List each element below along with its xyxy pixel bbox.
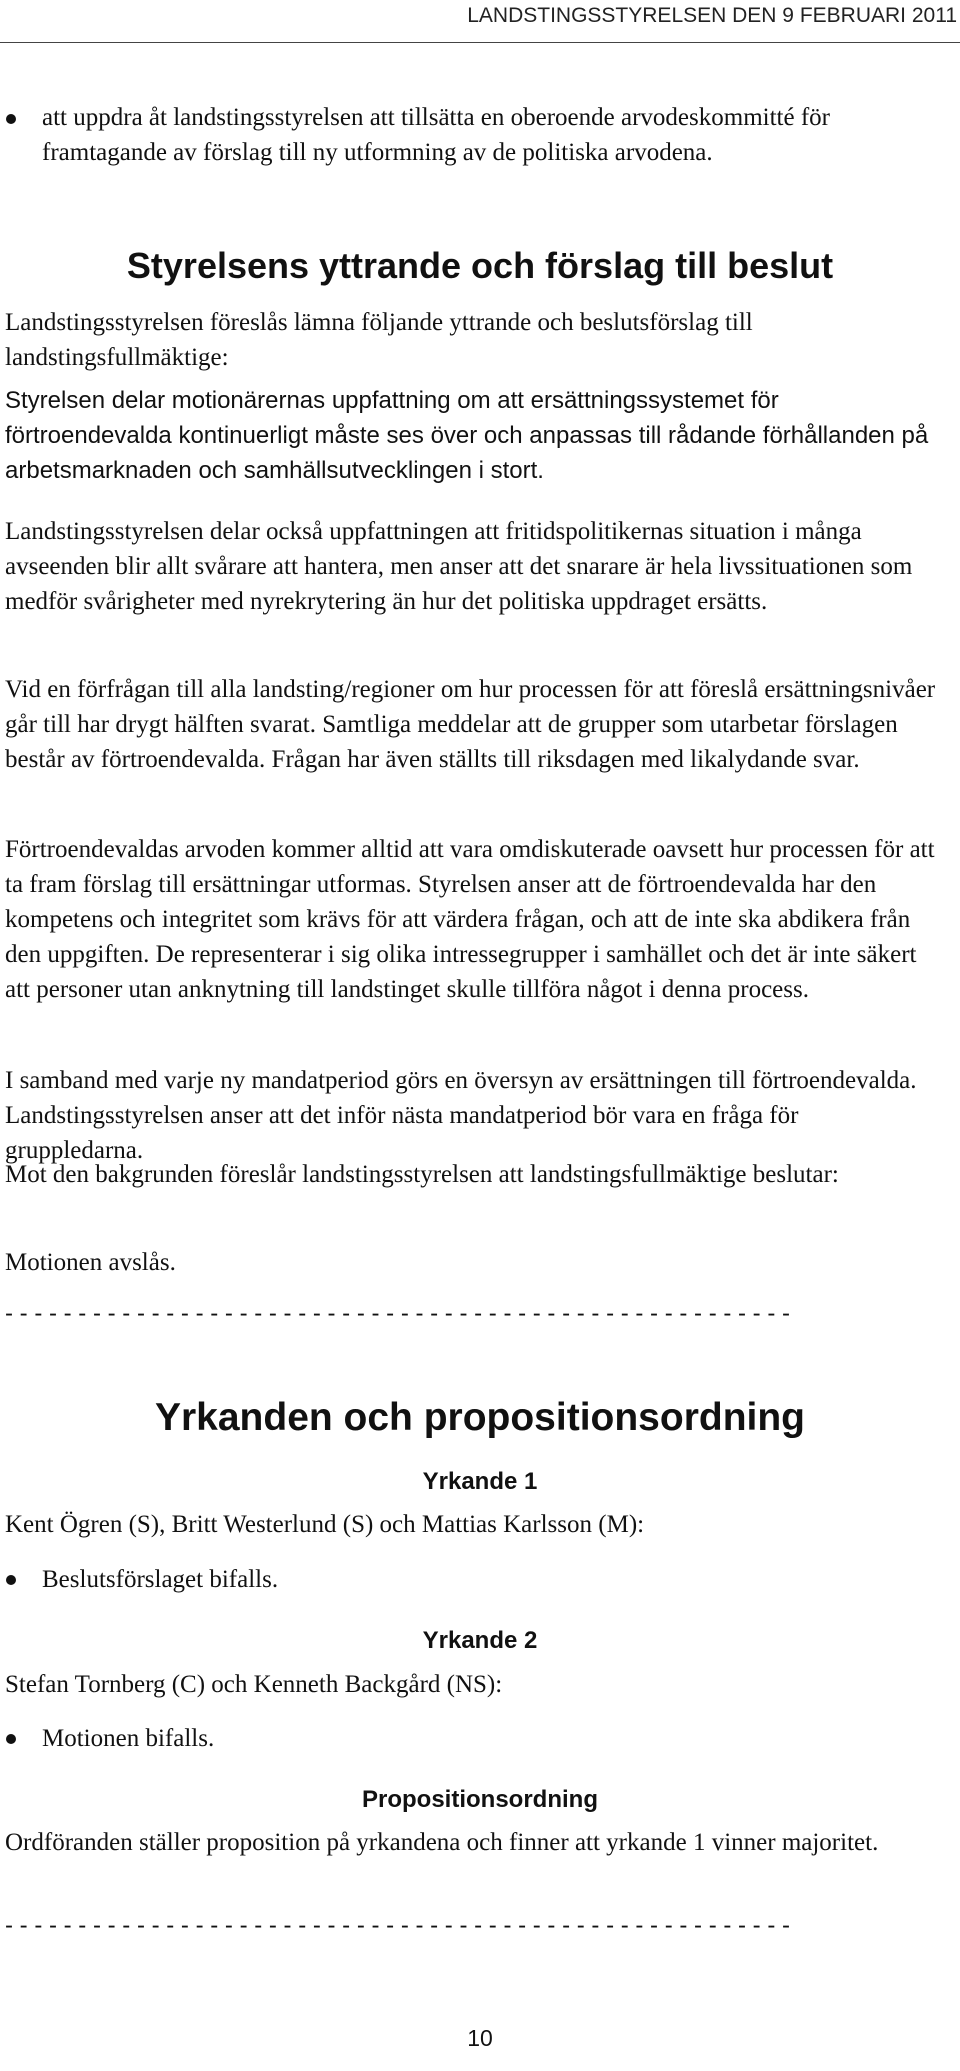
section-heading-motions: Yrkanden och propositionsordning bbox=[154, 1396, 805, 1439]
yrkande-1-names: Kent Ögren (S), Britt Westerlund (S) och Mattias Karlsson (M): bbox=[5, 1511, 645, 1538]
yrkande-2-names: Stefan Tornberg (C) och Kenneth Backgård (NS): bbox=[5, 1671, 503, 1698]
paragraph-6: Motionen avslås. bbox=[5, 1249, 176, 1276]
paragraph-4: I samband med varje ny mandatperiod görs en översyn av ersättningen till förtroendevalda. Landstingsstyrelsen anser att det inför nästa mandatperiod bör vara en fråga för gruppledarna. bbox=[5, 1067, 917, 1164]
paragraph-5: Mot den bakgrunden föreslår landstingsstyrelsen att landstingsfullmäktige beslutar: bbox=[5, 1161, 839, 1188]
proposition-heading: Propositionsordning bbox=[362, 1786, 598, 1813]
dashed-separator: - - - - - - - - - - - - - - - - - - - - - - - - - - - - - - - - - - - - - - - - - - - - - - - - - - - - - - bbox=[5, 1300, 790, 1327]
yrkande-2-bullet-text: Motionen bifalls. bbox=[42, 1725, 215, 1752]
bullet-icon bbox=[6, 1575, 16, 1585]
bullet-icon bbox=[6, 114, 16, 124]
intro-bullet-text: att uppdra åt landstingsstyrelsen att tillsätta en oberoende arvodeskommitté för framtagande av förslag till ny utformning av de politiska arvodena. bbox=[42, 104, 830, 166]
proposition-text: Ordföranden ställer proposition på yrkandena och finner att yrkande 1 vinner majoritet. bbox=[5, 1829, 879, 1856]
header-rule bbox=[0, 42, 960, 43]
section-heading-decision: Styrelsens yttrande och förslag till beslut bbox=[126, 245, 834, 286]
paragraph-1: Landstingsstyrelsen delar också uppfattningen att fritidspolitikernas situation i många avseenden blir allt svårare att hantera, men anser att det snarare är hela livssituationen som medför svårigheter med nyrekrytering än hur det politiska uppdraget ersätts. bbox=[5, 518, 913, 615]
dashed-separator-bottom: - - - - - - - - - - - - - - - - - - - - - - - - - - - - - - - - - - - - - - - - - - - - - - - - - - - - - - bbox=[5, 1912, 790, 1939]
lead-paragraph: Landstingsstyrelsen föreslås lämna följande yttrande och beslutsförslag till landstingsfullmäktige: bbox=[5, 309, 753, 371]
bullet-icon bbox=[6, 1734, 16, 1744]
paragraph-3: Förtroendevaldas arvoden kommer alltid att vara omdiskuterade oavsett hur processen för att ta fram förslag till ersättningar utformas. Styrelsen anser att de förtroendevalda har den kompetens och integritet som krävs för att värdera frågan, och att de inte ska abdikera från den uppgiften. De representerar i sig olika intressegrupper i samhället och det är inte säkert att personer utan anknytning till landstinget skulle tillföra något i denna process. bbox=[5, 836, 935, 1003]
running-header: LANDSTINGSSTYRELSEN DEN 9 FEBRUARI 2011 bbox=[467, 4, 957, 27]
yrkande-1-bullet-text: Beslutsförslaget bifalls. bbox=[42, 1566, 279, 1593]
yrkande-1-heading: Yrkande 1 bbox=[422, 1468, 538, 1495]
yrkande-2-heading: Yrkande 2 bbox=[422, 1627, 538, 1654]
page-number: 10 bbox=[467, 2025, 493, 2051]
paragraph-2: Vid en förfrågan till alla landsting/regioner om hur processen för att föreslå ersättningsnivåer går till har drygt hälften svarat. Samtliga meddelar att de grupper som utarbetar förslagen består av förtroendevalda. Frågan har även ställts till riksdagen med likalydande svar. bbox=[5, 676, 936, 773]
statement-paragraph: Styrelsen delar motionärernas uppfattning om att ersättningssystemet för förtroendevalda kontinuerligt måste ses över och anpassas till rådande förhållanden på arbetsmarknaden och samhällsutvecklingen i stort. bbox=[5, 387, 929, 484]
